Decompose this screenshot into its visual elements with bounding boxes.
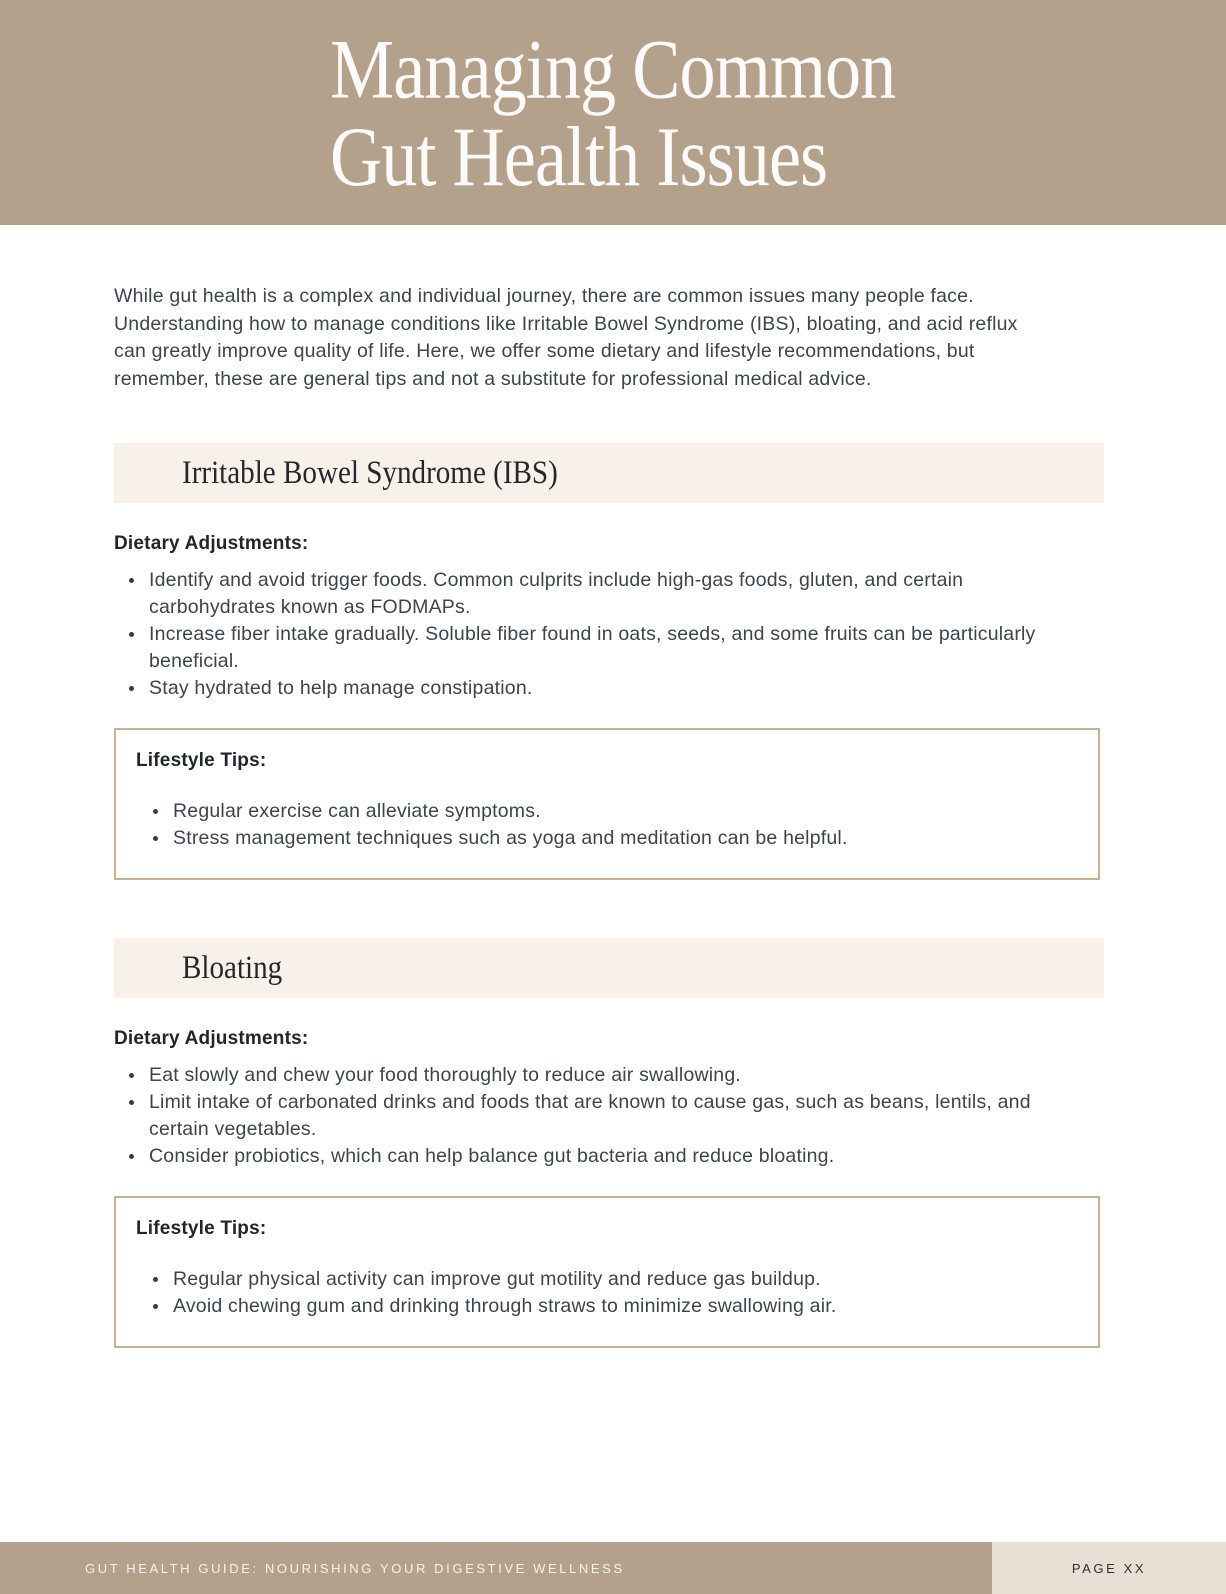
- lifestyle-tips-heading-ibs: Lifestyle Tips:: [136, 750, 267, 771]
- header-banner: [0, 0, 1226, 225]
- footer-bar: [0, 1542, 1226, 1594]
- intro-paragraph: While gut health is a complex and individual journey, there are common issues many people face. Understanding how to manage conditions like Irritable Bowel Syndrome (IBS), bloating, and acid reflux can greatly improve quality of life. Here, we offer some dietary and lifestyle recommendations, but remember, these are general tips and not a substitute for professional medical advice.: [114, 285, 1018, 390]
- list-item: Regular physical activity can improve gut motility and reduce gas buildup.: [136, 1266, 1056, 1293]
- lifestyle-tips-box-ibs: [114, 728, 1100, 880]
- list-item: Increase fiber intake gradually. Soluble fiber found in oats, seeds, and some fruits can be particularly beneficial.: [114, 621, 1054, 675]
- section-heading-bloating: Bloating: [182, 949, 283, 986]
- list-item: Limit intake of carbonated drinks and foods that are known to cause gas, such as beans, lentils, and certain vegetables.: [114, 1089, 1054, 1143]
- section-band-ibs: [114, 443, 1104, 503]
- page-title-line-2: Gut Health Issues: [330, 110, 828, 205]
- dietary-adjustments-heading-bloating: Dietary Adjustments:: [114, 1028, 309, 1049]
- footer-page-label: PAGE XX: [1071, 1560, 1147, 1576]
- section-heading-ibs: Irritable Bowel Syndrome (IBS): [182, 454, 558, 491]
- dietary-list-ibs: [114, 567, 1054, 702]
- list-item: Stay hydrated to help manage constipation.: [114, 675, 1054, 702]
- lifestyle-tips-box-bloating: [114, 1196, 1100, 1348]
- lifestyle-tips-list-bloating: [136, 1266, 1056, 1320]
- page-title: [330, 22, 896, 205]
- footer-guide-title: GUT HEALTH GUIDE: NOURISHING YOUR DIGESTIVE WELLNESS: [0, 1542, 992, 1594]
- page-content: [114, 225, 1104, 1348]
- list-item: Regular exercise can alleviate symptoms.: [136, 798, 1056, 825]
- dietary-adjustments-heading-ibs: Dietary Adjustments:: [114, 533, 309, 554]
- footer-page-box: [992, 1542, 1226, 1594]
- lifestyle-tips-heading-bloating: Lifestyle Tips:: [136, 1218, 267, 1239]
- list-item: Eat slowly and chew your food thoroughly to reduce air swallowing.: [114, 1062, 1054, 1089]
- list-item: Consider probiotics, which can help balance gut bacteria and reduce bloating.: [114, 1143, 1054, 1170]
- page-title-line-1: Managing Common: [330, 22, 896, 117]
- lifestyle-tips-list-ibs: [136, 798, 1056, 852]
- list-item: Stress management techniques such as yoga and meditation can be helpful.: [136, 825, 1056, 852]
- list-item: Identify and avoid trigger foods. Common culprits include high-gas foods, gluten, and certain carbohydrates known as FODMAPs.: [114, 567, 1054, 621]
- list-item: Avoid chewing gum and drinking through straws to minimize swallowing air.: [136, 1293, 1056, 1320]
- dietary-list-bloating: [114, 1062, 1054, 1170]
- section-band-bloating: [114, 938, 1104, 998]
